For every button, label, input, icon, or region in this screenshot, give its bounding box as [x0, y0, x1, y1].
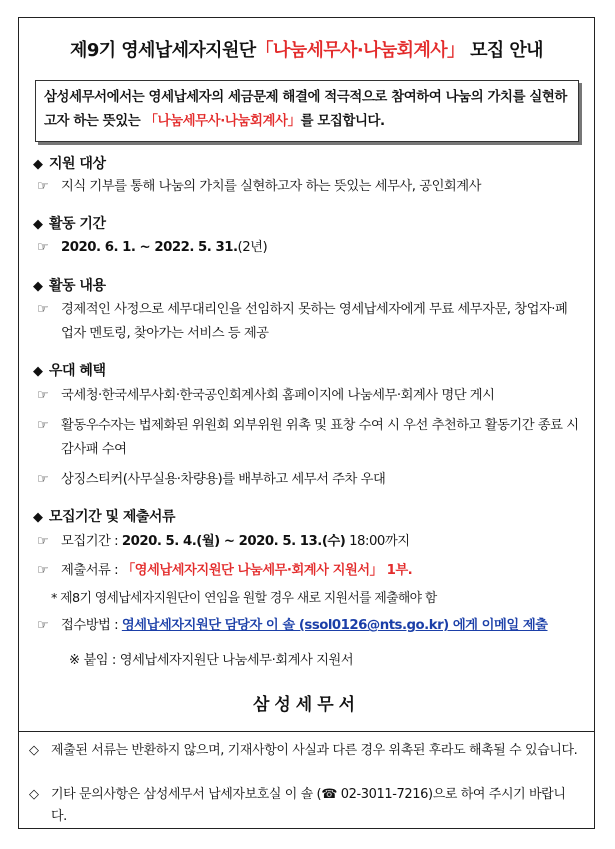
- open-diamond-icon: ◇: [29, 787, 39, 802]
- period-label: 모집기간 :: [61, 534, 119, 549]
- intro-text: 삼성세무서에서는 영세납세자의 세금문제 해결에 적극적으로 참여하여 나눔의 가치를 실현하고자 하는 뜻있는: [44, 90, 567, 129]
- item-text: 국세청·한국세무사회·한국공인회계사회 홈페이지에 나눔세무·회계사 명단 게시: [61, 388, 495, 403]
- pointing-hand-icon: ☞: [37, 534, 49, 549]
- section-title: 활동 기간: [49, 216, 106, 232]
- footer-text: 기타 문의사항은 삼성세무서 납세자보호실 이 솔 (☎ 02-3011-7216)으로 하여 주시기 바랍니다.: [51, 787, 566, 824]
- section-content-heading: [33, 275, 105, 295]
- pointing-hand-icon: ☞: [37, 302, 49, 317]
- pointing-hand-icon: ☞: [37, 472, 49, 487]
- intro-text-end: 를 모집합니다.: [300, 114, 385, 129]
- diamond-icon: ◆: [33, 279, 43, 294]
- open-diamond-icon: ◇: [29, 743, 39, 758]
- item-text: 지식 기부를 통해 나눔의 가치를 실현하고자 하는 뜻있는 세무사, 공인회계사: [61, 179, 481, 194]
- intro-highlight: 「나눔세무사·나눔회계사」: [144, 114, 301, 129]
- footer-text: 제출된 서류는 반환하지 않으며, 기재사항이 사실과 다른 경우 위촉된 후라도 해촉될 수 있습니다.: [51, 743, 578, 758]
- footer-note: [29, 740, 581, 762]
- recruit-period-time: 18:00까지: [349, 534, 410, 549]
- docs-label: 제출서류 :: [61, 563, 119, 578]
- pointing-hand-icon: ☞: [37, 418, 49, 433]
- list-item: [37, 298, 579, 346]
- section-benefits-heading: [33, 360, 105, 380]
- page-title: [19, 36, 594, 62]
- list-item: [37, 384, 579, 408]
- section-title: 우대 혜택: [49, 363, 106, 379]
- email-submission-link[interactable]: 영세납세자지원단 담당자 이 솔 (ssol0126@nts.go.kr) 에게 이메일 제출: [121, 618, 548, 633]
- item-text: 활동우수자는 법제화된 위원회 외부위원 위촉 및 표창 수여 시 우선 추천하고 활동기간 종료 시 감사패 수여: [61, 418, 579, 457]
- intro-box: [35, 80, 579, 142]
- recruit-period: [37, 530, 579, 554]
- section-title: 지원 대상: [49, 156, 106, 172]
- office-name: 삼성세무서: [252, 695, 361, 715]
- diamond-icon: ◆: [33, 157, 43, 172]
- recruit-method: [37, 614, 579, 638]
- divider: [19, 731, 594, 732]
- title-suffix: 모집 안내: [470, 40, 543, 61]
- diamond-icon: ◆: [33, 217, 43, 232]
- recruit-period-value: 2020. 5. 4.(월) ~ 2020. 5. 13.(수): [121, 534, 346, 549]
- reappointment-note: * 제8기 영세납세자지원단이 연임을 원할 경우 새로 지원서를 제출해야 함: [51, 591, 437, 606]
- period-suffix: (2년): [237, 240, 268, 255]
- footer-note: [29, 784, 581, 828]
- period-value: 2020. 6. 1. ~ 2022. 5. 31.: [61, 240, 238, 255]
- section-recruit-heading: [33, 506, 175, 526]
- pointing-hand-icon: ☞: [37, 179, 49, 194]
- title-prefix: 제9기 영세납세자지원단: [70, 40, 256, 61]
- list-item: [37, 236, 579, 260]
- diamond-icon: ◆: [33, 364, 43, 379]
- section-title: 모집기간 및 제출서류: [49, 509, 175, 525]
- section-period-heading: [33, 213, 105, 233]
- list-item: [37, 175, 579, 199]
- item-text: 상징스티커(사무실용·차량용)를 배부하고 세무서 주차 우대: [61, 472, 386, 487]
- list-item: [37, 414, 579, 462]
- section-target-heading: [33, 153, 105, 173]
- pointing-hand-icon: ☞: [37, 563, 49, 578]
- section-title: 활동 내용: [49, 278, 106, 294]
- pointing-hand-icon: ☞: [37, 618, 49, 633]
- diamond-icon: ◆: [33, 510, 43, 525]
- docs-value: 「영세납세자지원단 나눔세무·회계사 지원서」 1부.: [121, 563, 413, 578]
- title-highlight: 「나눔세무사·나눔회계사」: [255, 40, 465, 61]
- list-item: [37, 468, 579, 492]
- pointing-hand-icon: ☞: [37, 240, 49, 255]
- method-label: 접수방법 :: [61, 618, 119, 633]
- notice-frame: [18, 17, 595, 829]
- recruit-docs: [37, 559, 579, 583]
- attachment-note: ※ 붙임 : 영세납세자지원단 나눔세무·회계사 지원서: [69, 653, 354, 668]
- item-text: 경제적인 사정으로 세무대리인을 선임하지 못하는 영세납세자에게 무료 세무자문, 창업자·폐업자 멘토링, 찾아가는 서비스 등 제공: [61, 302, 568, 341]
- pointing-hand-icon: ☞: [37, 388, 49, 403]
